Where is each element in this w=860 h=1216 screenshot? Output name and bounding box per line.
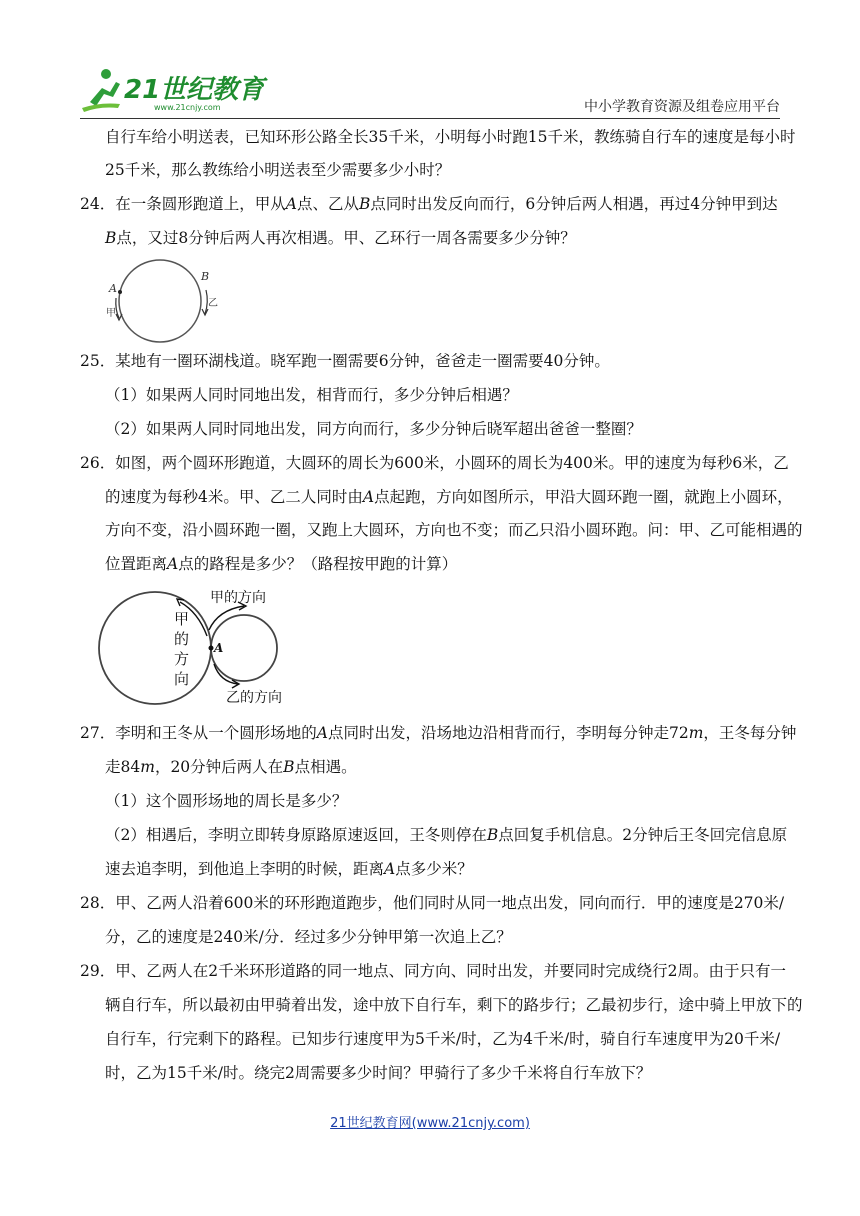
q24-line-2 [105,228,576,248]
var-a: A [167,555,179,573]
point-a [209,646,214,651]
label-b: B [201,270,210,283]
logo-21cnjy [80,62,270,118]
footer-link[interactable]: 21世纪教育网(www.21cnjy.com) [330,1116,530,1131]
q27-text-1b: 点同时出发，沿场地边沿相背而行，李明每分钟走72 [327,724,689,742]
var-a: A [285,195,297,213]
q24-line-1 [80,194,778,214]
q27-text-2c: 点相遇。 [294,758,357,776]
q27-line-1 [80,723,796,743]
q24-text-b: 点、乙从 [296,195,359,213]
q26-text-2b: 点起跑，方向如图所示，甲沿大圆环跑一圈，就跑上小圆环， [374,488,793,506]
svg-text:21世纪教育: 21世纪教育 [124,75,265,105]
q24-number: 24． [80,195,116,213]
label-yi: 乙 [208,298,218,309]
circle-track-figure [100,258,220,344]
q25-stem [80,351,610,371]
q27-text-2b: ，20分钟后两人在 [154,758,284,776]
q29-line-4: 时，乙为15千米/时。绕完2周需要多少时间？甲骑行了多少千米将自行车放下？ [105,1064,652,1082]
header-rule [80,118,780,119]
q27-text-1c: ，王冬每分钟 [703,724,797,742]
q27-text-p3b: 点多少米？ [395,860,473,878]
var-a: A [316,724,328,742]
label-jia-v1: 甲 [174,610,190,628]
label-a: A [214,641,224,655]
q24-text-a: 在一条圆形跑道上，甲从 [115,195,286,213]
page-header [80,62,780,118]
q25-part-1: （1）如果两人同时同地出发，相背而行，多少分钟后相遇？ [105,386,518,404]
q27-part-1: （1）这个圆形场地的周长是多少？ [105,792,348,810]
q26-line-1 [80,453,789,473]
q27-text-p3a: 速去追李明，到他追上李明的时候，距离 [105,860,385,878]
q26-line-3: 方向不变，沿小圆环跑一圈，又跑上大圆环，方向也不变；而乙只沿小圆环跑。问：甲、乙可能相遇的 [105,521,803,539]
svg-text:www.21cnjy.com: www.21cnjy.com [154,103,221,112]
label-a: A [109,282,117,295]
q29-text-1: 甲、乙两人在2千米环形道路的同一地点、同方向、同时出发，并要同时完成绕行2周。由于只有一 [115,962,786,980]
q25-part-2: （2）如果两人同时同地出发，同方向而行，多少分钟后晓军超出爸爸一整圈？ [105,420,642,438]
var-a: A [362,488,375,506]
var-b: B [283,758,295,776]
q26-text-2: 的速度为每秒4米。甲、乙二人同时由 [105,488,363,506]
big-circle [99,592,211,704]
q26-line-2 [105,487,793,507]
q29-line-2: 辆自行车，所以最初由甲骑着出发，途中放下自行车，剩下的路步行；乙最初步行，途中骑上甲放下的 [105,996,803,1014]
q27-text-1a: 李明和王冬从一个圆形场地的 [115,724,317,742]
label-jia-v4: 向 [174,670,190,688]
arrow-jia-small [209,606,244,630]
q27-number: 27． [80,724,116,742]
q28-number: 28． [80,894,116,912]
q29-line-1 [80,961,786,981]
var-m: m [140,758,155,776]
q26-line-4 [105,554,457,574]
q23-line-1: 自行车给小明送表，已知环形公路全长35千米，小明每小时跑15千米，教练骑自行车的速度是每小时 [105,128,796,146]
q26-text-4a: 位置距离 [105,555,168,573]
q27-part-2-cont [105,859,473,879]
q26-text-1: 如图，两个圆环形跑道，大圆环的周长为600米，小圆环的周长为400米。甲的速度为每秒6米，乙 [115,454,789,472]
track-circle [119,260,201,342]
q24-text-c: 点同时出发反向而行，6分钟后两人相遇，再过4分钟甲到达 [370,195,778,213]
q29-line-3: 自行车，行完剩下的路程。已知步行速度甲为5千米/时，乙为4千米/时，骑自行车速度甲为20千米/ [105,1030,781,1048]
q28-text-1: 甲、乙两人沿着600米的环形跑道跑步，他们同时从同一地点出发，同向而行．甲的速度是270米/ [115,894,785,912]
q23-line-2: 25千米，那么教练给小明送表至少需要多少小时？ [105,161,451,179]
q29-number: 29． [80,962,116,980]
label-yi-direction: 乙的方向 [226,690,282,706]
q24-text-d: 点，又过8分钟后两人再次相遇。甲、乙环行一周各需要多少分钟？ [116,229,576,247]
q27-text-2a: 走84 [105,758,141,776]
q28-line-1 [80,893,784,913]
var-m: m [688,724,704,742]
var-b: B [486,826,499,844]
q26-text-4b: 点的路程是多少？（路程按甲跑的计算） [178,555,458,573]
label-jia-v2: 的 [174,630,190,648]
page-footer [0,1112,860,1131]
q28-line-2: 分，乙的速度是240米/分．经过多少分钟甲第一次追上乙？ [105,928,512,946]
q27-text-p2b: 点回复手机信息。2分钟后王冬回完信息原 [498,826,788,844]
q25-text: 某地有一圈环湖栈道。晓军跑一圈需要6分钟，爸爸走一圈需要40分钟。 [115,352,610,370]
q27-line-2 [105,757,357,777]
q25-number: 25． [80,352,116,370]
label-jia-v3: 方 [174,650,190,668]
q26-number: 26． [80,454,116,472]
two-circle-track-figure [98,584,294,710]
q27-text-p2a: （2）相遇后，李明立即转身原路原速返回，王冬则停在 [105,826,487,844]
point-a [118,290,122,294]
var-b: B [358,195,371,213]
platform-name: 中小学教育资源及组卷应用平台 [584,99,780,115]
label-jia-direction: 甲的方向 [210,590,266,606]
label-jia: 甲 [106,308,116,319]
var-a: A [384,860,396,878]
var-b: B [105,229,117,247]
q27-part-2 [105,825,787,845]
